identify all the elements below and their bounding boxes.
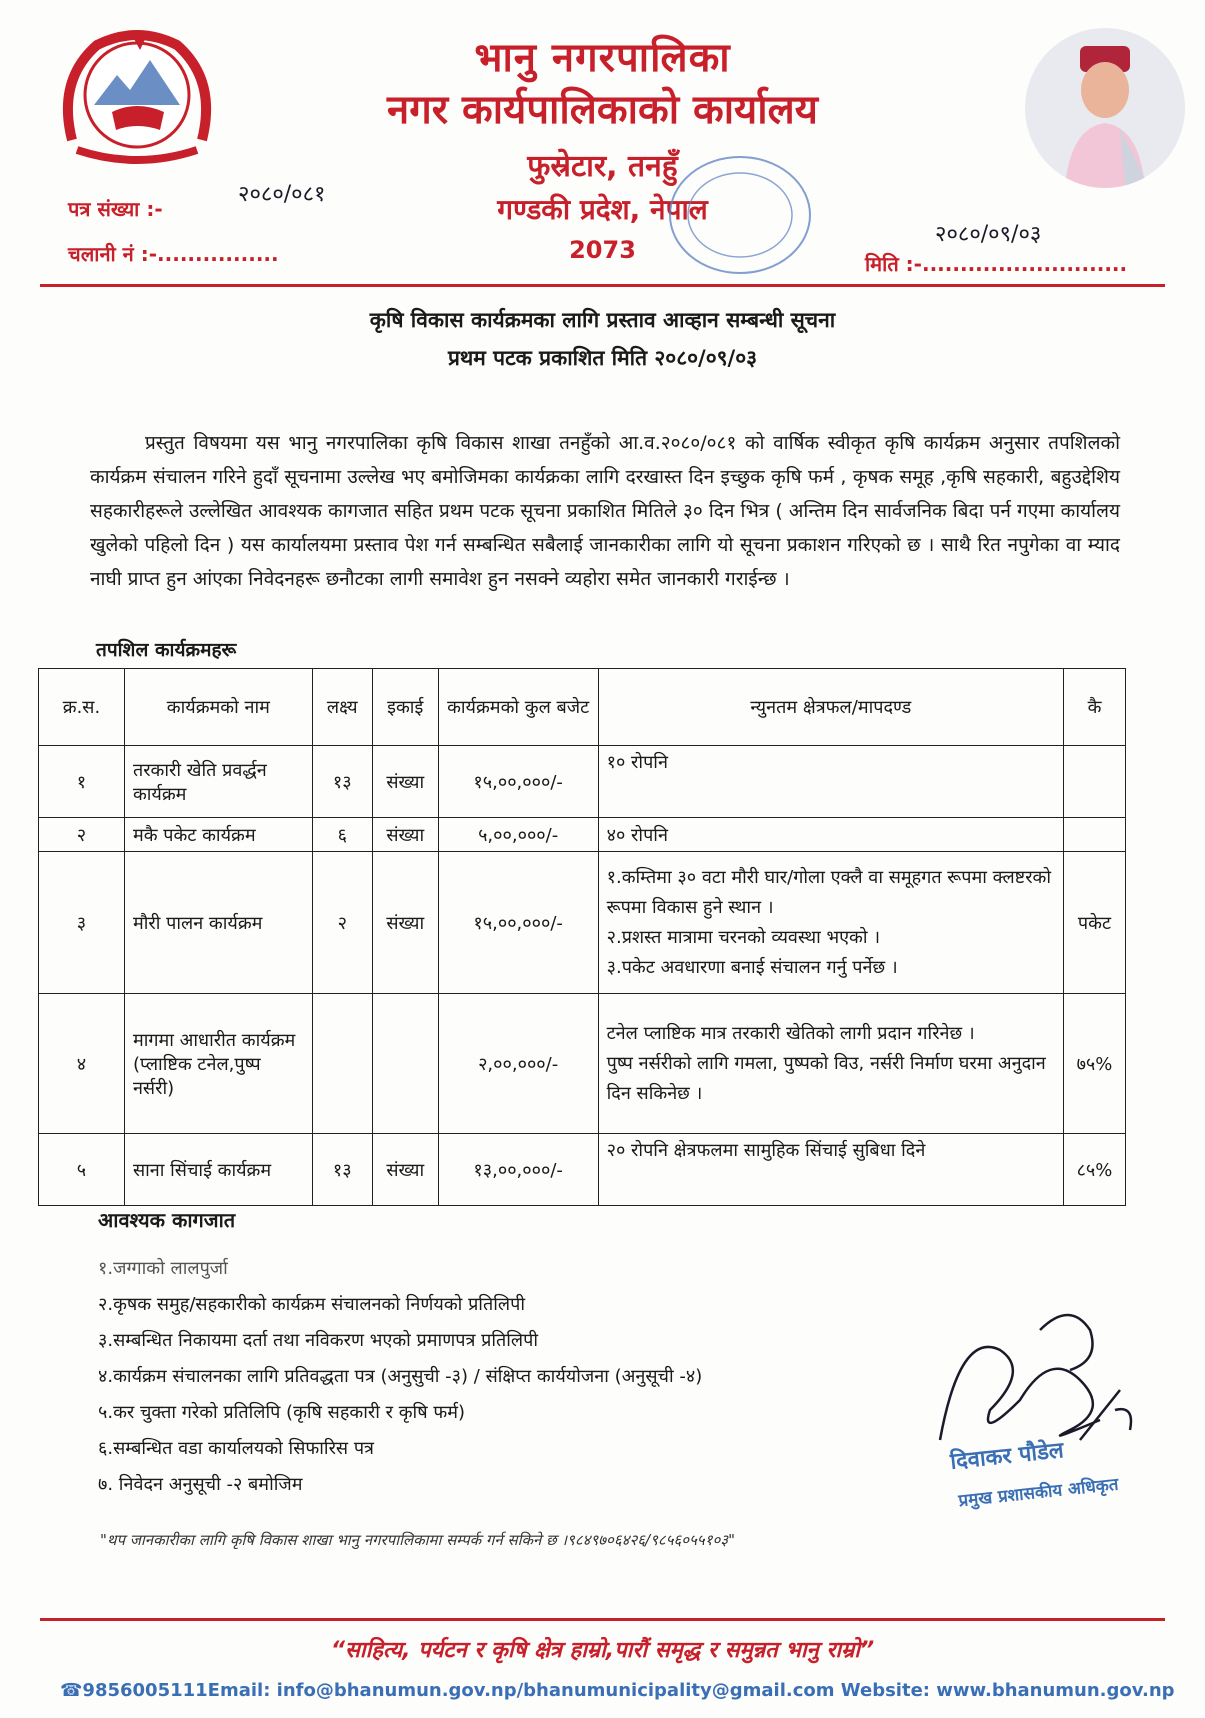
cell-budget: १३,००,०००/-: [438, 1134, 598, 1206]
cell-criteria: [598, 994, 1063, 1134]
cell-name: मकै पकेट कार्यक्रम: [124, 818, 312, 852]
table-row: [39, 746, 1126, 818]
office-stamp: [640, 135, 840, 295]
cell-criteria: [598, 852, 1063, 994]
cell-unit: संख्या: [372, 746, 438, 818]
cell-name: तरकारी खेति प्रवर्द्धन कार्यक्रम: [124, 746, 312, 818]
table-row: [39, 852, 1126, 994]
table-header-row: [39, 669, 1126, 746]
cell-name: साना सिंचाई कार्यक्रम: [124, 1134, 312, 1206]
letter-no-label: पत्र संख्या :-: [68, 197, 163, 221]
signatory-name: दिवाकर पौडेल: [949, 1438, 1065, 1475]
notice-published-date: प्रथम पटक प्रकाशित मिति २०८०/०९/०३: [447, 346, 758, 370]
cell-sn: ४: [39, 994, 125, 1134]
document-item: ७. निवेदन अनुसूची -२ बमोजिम: [98, 1474, 303, 1495]
header-name: कार्यक्रमको नाम: [124, 669, 312, 746]
document-item: ५.कर चुक्ता गरेको प्रतिलिपि (कृषि सहकारी र कृषि फर्म): [98, 1402, 466, 1423]
cell-remark: [1063, 818, 1125, 852]
header-criteria: न्युनतम क्षेत्रफल/मापदण्ड: [598, 669, 1063, 746]
cell-unit: [372, 994, 438, 1134]
table-row: [39, 994, 1126, 1134]
criteria-line: १० रोपनि: [606, 752, 668, 773]
contact-note: "थप जानकारीका लागि कृषि विकास शाखा भानु नगरपालिकामा सम्पर्क गर्न सकिने छ ।९८४९७०६४२६/९८५६०५५१०३": [100, 1531, 736, 1549]
date-label: मिति :-...........................: [865, 252, 1128, 276]
date-value: २०८०/०९/०३: [935, 222, 1042, 247]
cell-budget: १५,००,०००/-: [438, 852, 598, 994]
header-budget: कार्यक्रमको कुल बजेट: [438, 669, 598, 746]
cell-name: मौरी पालन कार्यक्रम: [124, 852, 312, 994]
cell-unit: संख्या: [372, 852, 438, 994]
footer-contact: ☎9856005111Email: info@bhanumun.gov.np/bhanumunicipality@gmail.com Website: www.bhanumun.gov.np: [60, 1680, 1175, 1701]
cell-budget: १५,००,०००/-: [438, 746, 598, 818]
header-sn: क्र.स.: [39, 669, 125, 746]
document-item: ६.सम्बन्धित वडा कार्यालयको सिफारिस पत्र: [98, 1438, 374, 1459]
cell-sn: १: [39, 746, 125, 818]
cell-criteria: [598, 746, 1063, 818]
criteria-line: २० रोपनि क्षेत्रफलमा सामुहिक सिंचाई सुबिधा दिने: [606, 1140, 926, 1161]
notice-body: प्रस्तुत विषयमा यस भानु नगरपालिका कृषि विकास शाखा तनहुँको आ.व.२०८०/०८१ को वार्षिक स्वीकृत कृषि कार्यक्रम अनुसार तपशिलको कार्यक्रम संचालन गरिने हुदाँ सूचनामा उल्लेख भए बमोजिमका कार्यक्रका लागि दरखास्त दिन इच्छुक कृषि फर्म , कृषक समूह ,कृषि सहकारी, बहुउद्देशिय सहकारीहरूले उल्लेखित आवश्यक कागजात सहित प्रथम पटक सूचना प्रकाशित मितिले ३० दिन भित्र ( अन्तिम दिन सार्वजनिक बिदा पर्न गएमा कार्यालय खुलेको पहिलो दिन ) यस कार्यालयमा प्रस्ताव पेश गर्न सम्बन्धित सबैलाई जानकारीका लागि यो सूचना प्रकाशन गरिएको छ । साथै रित नपुगेका वा म्याद नाघी प्राप्त हुन आंएका निवेदनहरू छनौटका लागी समावेश हुन नसक्ने व्यहोरा समेत जानकारी गराईन्छ ।: [90, 432, 1120, 590]
cell-sn: २: [39, 818, 125, 852]
document-item: ४.कार्यक्रम संचालनका लागि प्रतिवद्धता पत्र (अनुसुची -३) / संक्षिप्त कार्ययोजना (अनुसूची -४): [98, 1366, 703, 1387]
header-unit: इकाई: [372, 669, 438, 746]
document-item: २.कृषक समुह/सहकारीको कार्यक्रम संचालनको निर्णयको प्रतिलिपी: [98, 1294, 525, 1315]
programs-table: [38, 668, 1126, 1206]
documents-heading: आवश्यक कागजात: [98, 1208, 236, 1232]
office-province: गण्डकी प्रदेश, नेपाल: [497, 193, 708, 226]
criteria-line: पुष्प नर्सरीको लागि गमला, पुष्पको विउ, नर्सरी निर्माण घरमा अनुदान दिन सकिनेछ ।: [606, 1052, 1046, 1104]
criteria-line: ३.पकेट अवधारणा बनाई संचालन गर्नु पर्नेछ ।: [606, 956, 898, 978]
table-heading: तपशिल कार्यक्रमहरू: [96, 639, 237, 661]
established-year: 2073: [569, 236, 636, 264]
notice-title: कृषि विकास कार्यक्रमका लागि प्रस्ताव आव्हान सम्बन्धी सूचना: [369, 308, 836, 332]
cell-criteria: [598, 818, 1063, 852]
footer-divider: [40, 1618, 1165, 1621]
header-remark: कै: [1063, 669, 1125, 746]
cell-target: १३: [312, 1134, 372, 1206]
document-item: १.जग्गाको लालपुर्जा: [98, 1258, 228, 1279]
criteria-line: टनेल प्लाष्टिक मात्र तरकारी खेतिको लागी प्रदान गरिनेछ ।: [606, 1022, 975, 1044]
criteria-line: २.प्रशस्त मात्रामा चरनको व्यवस्था भएको ।: [606, 926, 881, 948]
cell-target: १३: [312, 746, 372, 818]
table-row: [39, 1134, 1126, 1206]
cell-sn: ३: [39, 852, 125, 994]
cell-unit: संख्या: [372, 818, 438, 852]
cell-criteria: [598, 1134, 1063, 1206]
header-divider: [40, 284, 1165, 287]
table-row: [39, 818, 1126, 852]
cell-remark: पकेट: [1063, 852, 1125, 994]
cell-budget: ५,००,०००/-: [438, 818, 598, 852]
municipality-name: भानु नगरपालिका: [474, 35, 731, 81]
cell-remark: [1063, 746, 1125, 818]
cell-target: [312, 994, 372, 1134]
document-item: ३.सम्बन्धित निकायमा दर्ता तथा नविकरण भएको प्रमाणपत्र प्रतिलिपी: [98, 1330, 539, 1351]
cell-target: २: [312, 852, 372, 994]
cell-sn: ५: [39, 1134, 125, 1206]
cell-remark: ८५%: [1063, 1134, 1125, 1206]
cell-budget: २,००,०००/-: [438, 994, 598, 1134]
cell-unit: संख्या: [372, 1134, 438, 1206]
office-name: नगर कार्यपालिकाको कार्यालय: [387, 87, 818, 133]
header-target: लक्ष्य: [312, 669, 372, 746]
signatory-post: प्रमुख प्रशासकीय अधिकृत: [957, 1474, 1120, 1512]
criteria-line: १.कम्तिमा ३० वटा मौरी घार/गोला एक्लै वा समूहगत रूपमा क्लष्टरको रूपमा विकास हुने स्थान ।: [606, 866, 1052, 918]
office-location: फुस्रेटार, तनहुँ: [527, 149, 678, 184]
criteria-line: ४० रोपनि: [606, 824, 668, 846]
footer-motto: “साहित्य, पर्यटन र कृषि क्षेत्र हाम्रो,पारौं समृद्ध र समुन्नत भानु राम्रो”: [330, 1638, 875, 1663]
letter-no-value: २०८०/०८१: [238, 182, 326, 207]
cell-remark: ७५%: [1063, 994, 1125, 1134]
cell-target: ६: [312, 818, 372, 852]
cell-name: मागमा आधारीत कार्यक्रम (प्लाष्टिक टनेल,पुष्प नर्सरी): [124, 994, 312, 1134]
dispatch-no-label: चलानी नं :-................: [68, 242, 279, 266]
